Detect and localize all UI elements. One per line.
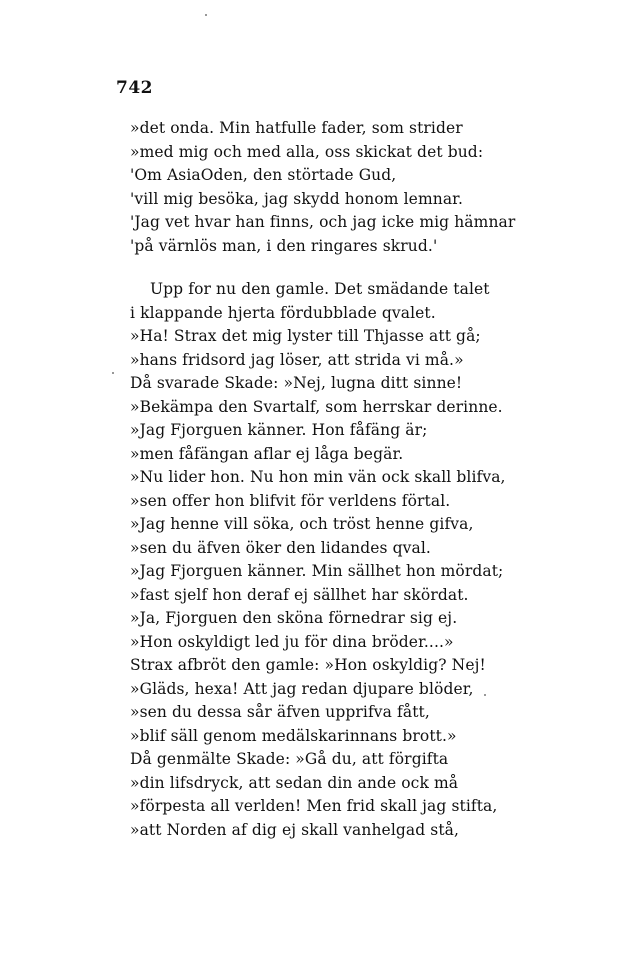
verse-line: »sen du dessa sår äfven upprifva fått, (130, 703, 430, 721)
verse-line: »förpesta all verlden! Men frid skall jag stifta, (130, 797, 498, 815)
paper-speck (484, 694, 486, 696)
stanza-1 (130, 117, 515, 258)
verse-line: Då genmälte Skade: »Gå du, att förgifta (130, 750, 449, 768)
verse-line: »Jag Fjorguen känner. Hon fåfäng är; (130, 421, 428, 439)
verse-line: »sen du äfven öker den lidandes qval. (130, 538, 431, 557)
stanza-2 (130, 278, 506, 842)
verse-line: »hans fridsord jag löser, att strida vi må.» (130, 350, 464, 369)
verse-line: Då svarade Skade: »Nej, lugna ditt sinne! (130, 374, 463, 392)
verse-line: »Jag henne vill söka, och tröst henne gifva, (130, 515, 474, 533)
verse-line: Upp for nu den gamle. Det smädande talet (150, 280, 490, 298)
verse-line: »det onda. Min hatfulle fader, som strider (130, 119, 463, 137)
verse-line: 'vill mig besöka, jag skydd honom lemnar. (130, 189, 463, 208)
verse-line: 'Om AsiaOden, den störtade Gud, (130, 166, 397, 184)
verse-line: »att Norden af dig ej skall vanhelgad stå, (130, 820, 460, 839)
verse-line: »sen offer hon blifvit för verldens förtal. (130, 491, 451, 510)
verse-line: i klappande hjerta fördubblade qvalet. (130, 303, 436, 322)
verse-line: »Ja, Fjorguen den sköna förnedrar sig ej. (130, 609, 458, 627)
verse-line: »Jag Fjorguen känner. Min sällhet hon mördat; (130, 562, 504, 580)
verse-line: »Hon oskyldigt led ju för dina bröder....» (130, 632, 454, 651)
verse-line: 'Jag vet hvar han finns, och jag icke mig hämnar (130, 213, 516, 231)
verse-line: »din lifsdryck, att sedan din ande ock må (130, 773, 459, 792)
verse-line: Strax afbröt den gamle: »Hon oskyldig? Nej! (130, 656, 486, 674)
verse-line: »fast sjelf hon deraf ej sällhet har skördat. (130, 585, 469, 604)
verse-line: »med mig och med alla, oss skickat det bud: (130, 142, 484, 161)
paper-speck (205, 14, 207, 16)
verse-line: »Bekämpa den Svartalf, som herrskar derinne. (130, 397, 503, 416)
verse-line: »men fåfängan aflar ej låga begär. (130, 444, 404, 463)
verse-line: »blif säll genom medälskarinnans brott.» (130, 726, 457, 745)
verse-line: 'på värnlös man, i den ringares skrud.' (130, 236, 438, 255)
verse-line: »Nu lider hon. Nu hon min vän ock skall blifva, (130, 468, 506, 486)
verse-line: »Ha! Strax det mig lyster till Thjasse att gå; (130, 327, 481, 345)
verse-line: »Gläds, hexa! Att jag redan djupare blöder, (130, 679, 474, 698)
page-number: 742 (116, 78, 153, 98)
paper-speck (112, 372, 114, 374)
